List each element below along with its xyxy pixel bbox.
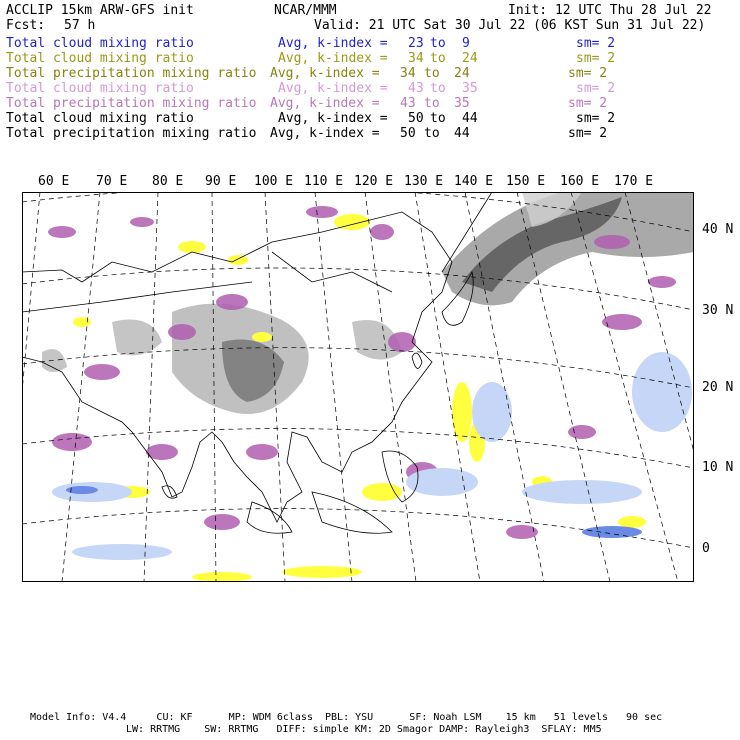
longitude-label: 100 E [254, 174, 294, 189]
legend-avg: Avg, k-index = [278, 81, 388, 96]
legend-k-from: 23 [408, 36, 424, 51]
legend-field-name: Total precipitation mixing ratio [6, 126, 257, 141]
longitude-label: 170 E [614, 174, 654, 189]
longitude-label: 130 E [404, 174, 444, 189]
legend-field-name: Total precipitation mixing ratio [6, 66, 257, 81]
model-title: ACCLIP 15km ARW-GFS init [6, 3, 194, 18]
latitude-label: 0 [702, 541, 710, 556]
legend-field-name: Total cloud mixing ratio [6, 51, 194, 66]
legend-sm: sm= 2 [568, 66, 608, 81]
legend-sm: sm= 2 [568, 96, 608, 111]
legend-k-from: 50 [408, 111, 424, 126]
legend-k-to: 44 [454, 126, 470, 141]
legend-to: to [424, 96, 440, 111]
center-label: NCAR/MMM [274, 3, 337, 18]
legend-to: to [430, 51, 446, 66]
model-info-line-2: LW: RRTMG SW: RRTMG DIFF: simple KM: 2D Smagor DAMP: Rayleigh3 SFLAY: MM5 [126, 724, 602, 735]
longitude-label: 150 E [506, 174, 546, 189]
longitude-label: 160 E [560, 174, 600, 189]
longitude-label: 60 E [38, 174, 70, 189]
latitude-label: 10 N [702, 460, 734, 475]
legend-avg: Avg, k-index = [278, 111, 388, 126]
valid-time: Valid: 21 UTC Sat 30 Jul 22 (06 KST Sun 31 Jul 22) [314, 18, 706, 33]
longitude-label: 140 E [454, 174, 494, 189]
legend-k-to: 44 [462, 111, 478, 126]
latitude-label: 30 N [702, 303, 734, 318]
legend-to: to [430, 111, 446, 126]
legend-sm: sm= 2 [568, 126, 608, 141]
legend-avg: Avg, k-index = [278, 51, 388, 66]
legend-field-name: Total cloud mixing ratio [6, 111, 194, 126]
legend-avg: Avg, k-index = [278, 36, 388, 51]
legend-k-from: 50 [400, 126, 416, 141]
legend-k-from: 34 [408, 51, 424, 66]
latitude-label: 40 N [702, 222, 734, 237]
legend-to: to [424, 126, 440, 141]
model-info-line-1: Model Info: V4.4 CU: KF MP: WDM 6class PBL: YSU SF: Noah LSM 15 km 51 levels 90 sec [30, 712, 663, 723]
legend-k-to: 24 [462, 51, 478, 66]
legend-field-name: Total cloud mixing ratio [6, 36, 194, 51]
forecast-map [22, 192, 694, 582]
legend-k-to: 35 [454, 96, 470, 111]
legend-sm: sm= 2 [576, 111, 616, 126]
legend-to: to [424, 66, 440, 81]
legend-to: to [430, 81, 446, 96]
init-time: Init: 12 UTC Thu 28 Jul 22 [508, 3, 712, 18]
legend-sm: sm= 2 [576, 81, 616, 96]
legend-field-name: Total cloud mixing ratio [6, 81, 194, 96]
latitude-label: 20 N [702, 380, 734, 395]
longitude-label: 110 E [304, 174, 344, 189]
legend-avg: Avg, k-index = [270, 66, 380, 81]
legend-sm: sm= 2 [576, 36, 616, 51]
legend-k-from: 43 [408, 81, 424, 96]
legend-sm: sm= 2 [576, 51, 616, 66]
fcst-value: 57 h [64, 18, 96, 33]
legend-k-to: 24 [454, 66, 470, 81]
longitude-label: 90 E [205, 174, 237, 189]
fcst-label: Fcst: [6, 18, 46, 33]
legend-to: to [430, 36, 446, 51]
legend-avg: Avg, k-index = [270, 126, 380, 141]
longitude-label: 80 E [152, 174, 184, 189]
longitude-label: 70 E [96, 174, 128, 189]
legend-k-to: 9 [462, 36, 470, 51]
longitude-label: 120 E [354, 174, 394, 189]
legend-avg: Avg, k-index = [270, 96, 380, 111]
legend-k-from: 43 [400, 96, 416, 111]
legend-field-name: Total precipitation mixing ratio [6, 96, 257, 111]
legend-k-from: 34 [400, 66, 416, 81]
legend-k-to: 35 [462, 81, 478, 96]
